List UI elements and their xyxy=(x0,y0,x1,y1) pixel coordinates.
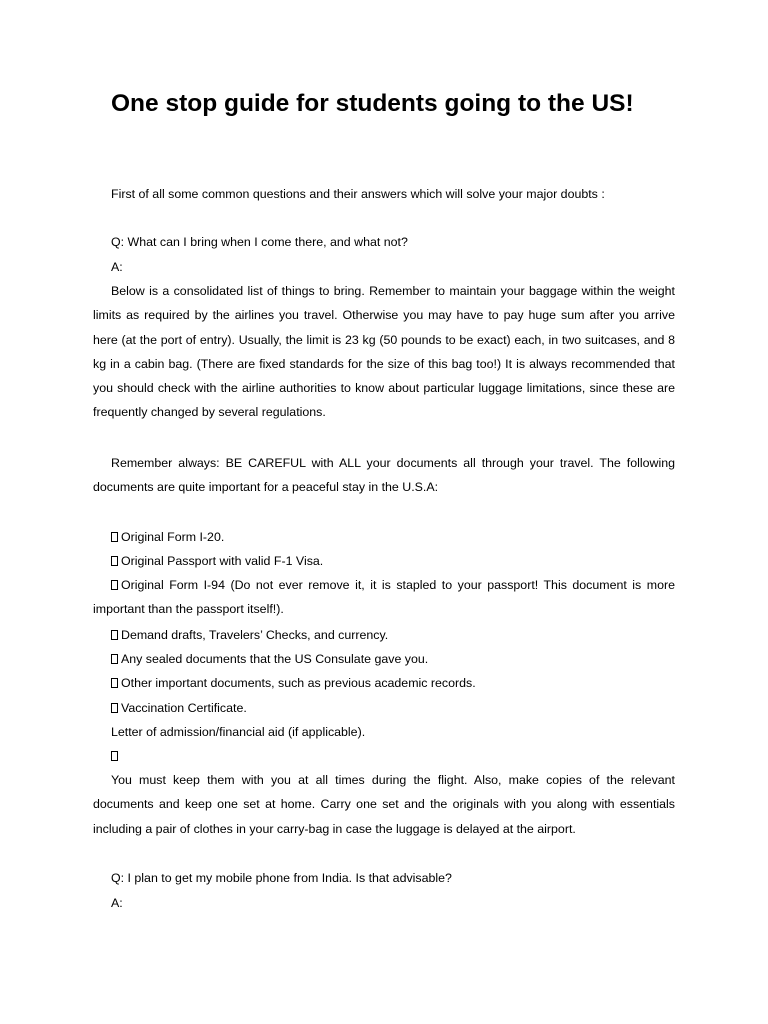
list-item: Original Form I-94 (Do not ever remove it, it is stapled to your passport! This document is more important than the passport itself!). xyxy=(93,578,675,617)
list-item: Vaccination Certificate. xyxy=(111,698,247,718)
missing-glyph-icon xyxy=(111,532,118,542)
missing-glyph-icon xyxy=(111,678,118,688)
list-item: Demand drafts, Travelers’ Checks, and currency. xyxy=(111,625,388,645)
answer-2-label: A: xyxy=(111,896,123,910)
list-item: Original Form I-20. xyxy=(111,527,224,547)
keep-documents-paragraph: You must keep them with you at all times during the flight. Also, make copies of the relevant documents and keep one set at home. Carry one set and the originals with you along with essentials including a pair of clothes in your carry-bag in case the luggage is delayed at the airport. xyxy=(93,773,675,836)
list-item-empty xyxy=(111,746,121,766)
answer-1-paragraph: Below is a consolidated list of things to bring. Remember to maintain your baggage within the weight limits as required by the airlines you travel. Otherwise you may have to pay huge sum after you arrive here (at the port of entry). Usually, the limit is 23 kg (50 pounds to be exact) each, in two suitcases, and 8 kg in a cabin bag. (There are fixed standards for the size of this bag too!) It is always recommended that you should check with the airline authorities to know about particular luggage limitations, since these are frequently changed by several regulations. xyxy=(93,284,675,420)
missing-glyph-icon xyxy=(111,703,118,713)
answer-1-label: A: xyxy=(111,260,123,274)
missing-glyph-icon xyxy=(111,630,118,640)
list-item: Letter of admission/financial aid (if applicable). xyxy=(111,725,366,739)
missing-glyph-icon xyxy=(111,751,118,761)
intro-text: First of all some common questions and their answers which will solve your major doubts : xyxy=(111,187,605,201)
list-item: Any sealed documents that the US Consulate gave you. xyxy=(111,649,428,669)
list-item: Other important documents, such as previous academic records. xyxy=(111,673,476,693)
question-1: Q: What can I bring when I come there, and what not? xyxy=(111,235,408,249)
question-2: Q: I plan to get my mobile phone from India. Is that advisable? xyxy=(111,871,452,885)
missing-glyph-icon xyxy=(111,580,118,590)
list-item: Original Passport with valid F-1 Visa. xyxy=(111,551,323,571)
missing-glyph-icon xyxy=(111,556,118,566)
remember-paragraph: Remember always: BE CAREFUL with ALL your documents all through your travel. The following documents are quite important for a peaceful stay in the U.S.A: xyxy=(93,456,675,495)
missing-glyph-icon xyxy=(111,654,118,664)
page-title: One stop guide for students going to the US! xyxy=(111,90,634,117)
